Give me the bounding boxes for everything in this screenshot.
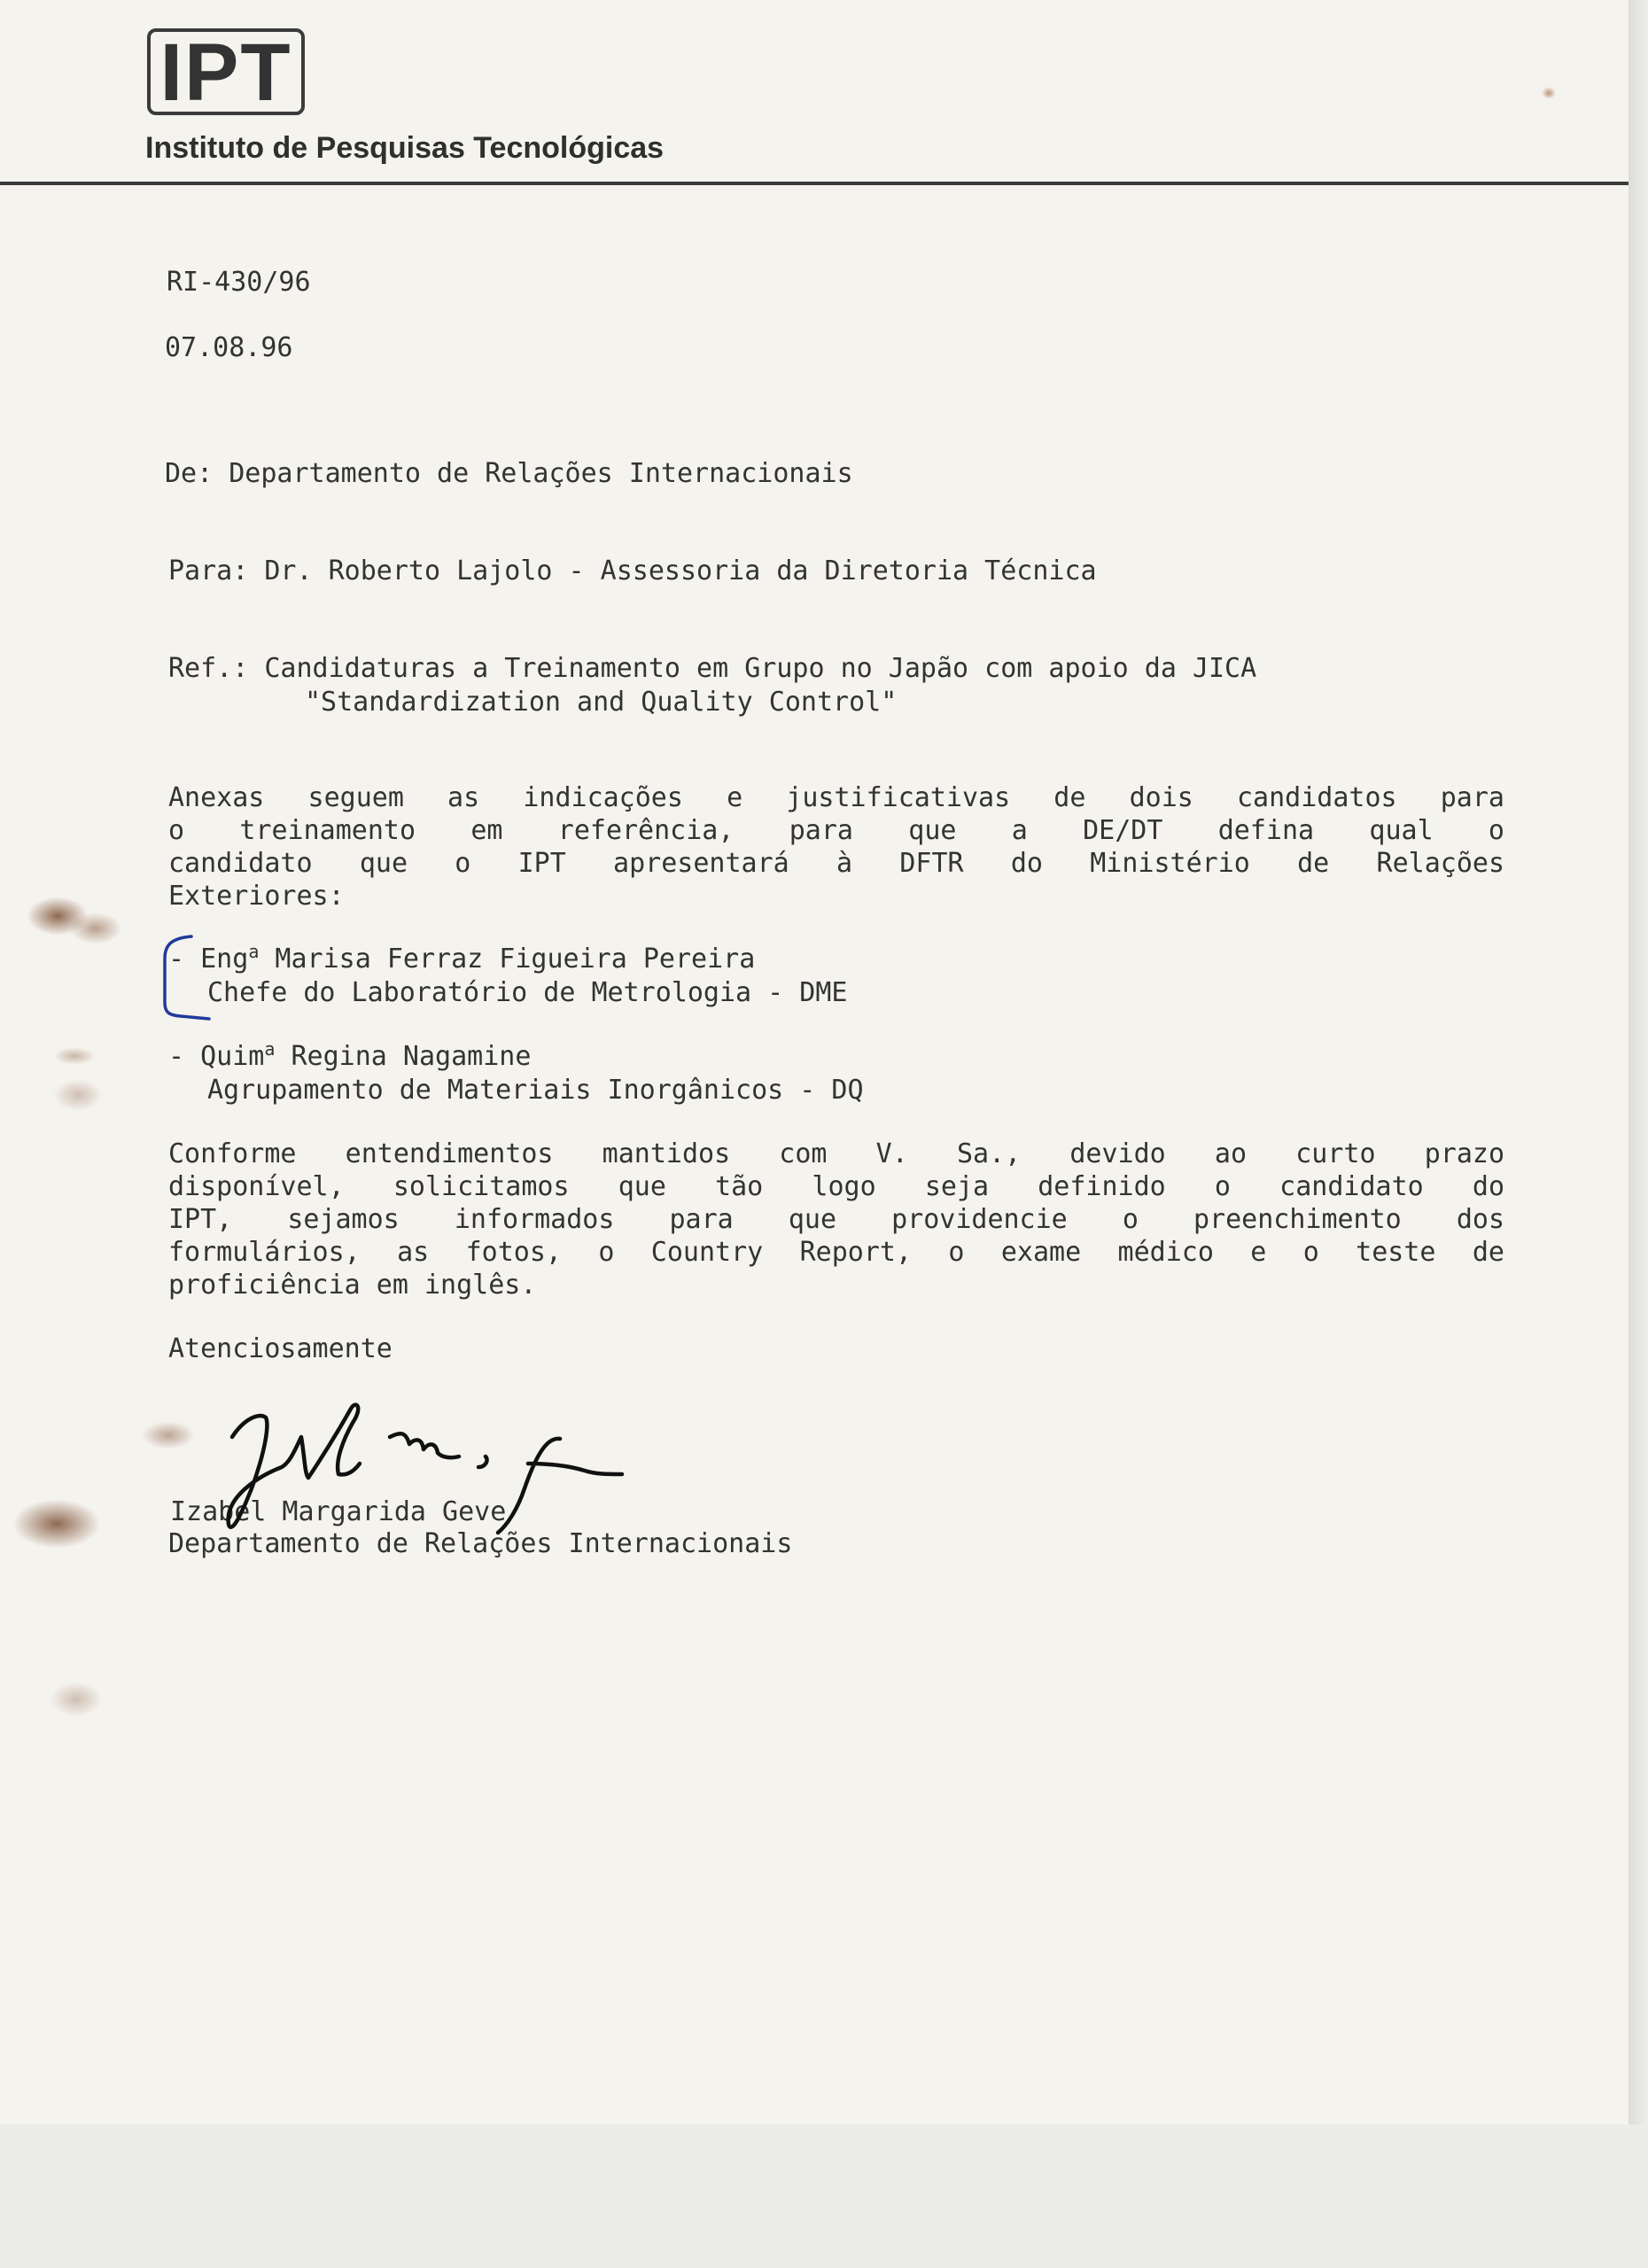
memo-subject-line1: Ref.: Candidaturas a Treinamento em Grupo no Japão com apoio da JICA [168,653,1257,684]
signatory-name: Izabel Margarida Geve [170,1496,507,1527]
paragraph-line: Conforme entendimentos mantidos com V. Sa., devido ao curto prazo [168,1138,1504,1169]
candidate-title: Quim [200,1041,265,1072]
paragraph-line: Exteriores: [168,881,345,912]
paragraph-line: o treinamento em referência, para que a DE/DT defina qual o [168,815,1504,846]
candidate-dash: - [168,944,185,975]
candidate-title: Eng [200,944,249,975]
logo-text: IPT [159,27,292,118]
candidate-name: Marisa Ferraz Figueira Pereira [275,944,756,975]
candidate-title-sup: a [248,941,260,962]
candidate-dash: - [168,1041,185,1072]
blue-bracket-mark [165,936,209,1019]
paragraph-line: Anexas seguem as indicações e justificativas de dois candidatos para [168,782,1504,813]
paragraph-line: IPT, sejamos informados para que providencie o preenchimento dos [168,1204,1504,1235]
memo-from: De: Departamento de Relações Internacionais [165,458,853,489]
candidate-name: Regina Nagamine [291,1041,532,1072]
memo-subject-line2: "Standardization and Quality Control" [305,687,898,718]
candidate-2-role: Agrupamento de Materiais Inorgânicos - DQ [207,1075,864,1106]
candidate-title-sup: a [264,1038,276,1060]
handwritten-signature [229,1405,622,1533]
paragraph-line: disponível, solicitamos que tão logo seja definido o candidato do [168,1171,1504,1202]
memo-to: Para: Dr. Roberto Lajolo - Assessoria da Diretoria Técnica [168,555,1097,586]
memo-date: 07.08.96 [165,332,293,363]
paragraph-line: proficiência em inglês. [168,1270,537,1301]
page-edge [1629,0,1648,2124]
paragraph-line: candidato que o IPT apresentará à DFTR do Ministério de Relações [168,848,1504,879]
signatory-department: Departamento de Relações Internacionais [168,1528,793,1559]
reference-number: RI-430/96 [167,267,311,298]
institute-name: Instituto de Pesquisas Tecnológicas [145,131,665,165]
scan-background [0,2124,1648,2268]
candidate-1-role: Chefe do Laboratório de Metrologia - DME [207,977,848,1008]
closing: Atenciosamente [168,1333,393,1364]
paragraph-line: formulários, as fotos, o Country Report, o exame médico e o teste de [168,1237,1504,1268]
